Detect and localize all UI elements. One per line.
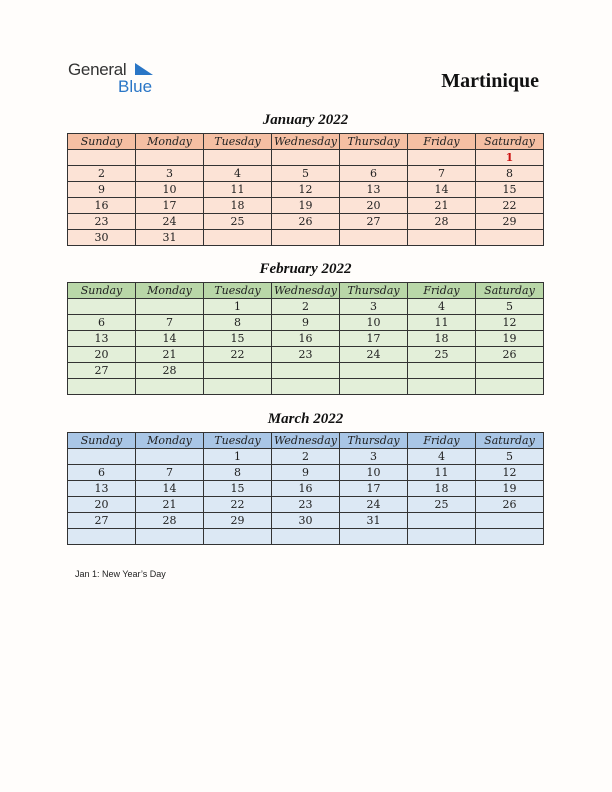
weekday-header: Tuesday — [204, 433, 272, 449]
day-cell: 14 — [408, 182, 476, 198]
day-cell: 1 — [204, 449, 272, 465]
weekday-header: Wednesday — [272, 283, 340, 299]
empty-day-cell — [408, 230, 476, 246]
day-cell: 21 — [408, 198, 476, 214]
day-cell: 7 — [408, 166, 476, 182]
day-cell: 3 — [136, 166, 204, 182]
weekday-header: Monday — [136, 433, 204, 449]
week-row — [68, 529, 544, 545]
weekday-header: Thursday — [340, 433, 408, 449]
day-cell: 31 — [340, 513, 408, 529]
week-row — [68, 513, 544, 529]
day-cell: 7 — [136, 315, 204, 331]
week-row — [68, 363, 544, 379]
empty-day-cell — [204, 230, 272, 246]
empty-day-cell — [136, 529, 204, 545]
day-cell: 15 — [204, 331, 272, 347]
empty-day-cell — [340, 529, 408, 545]
day-cell: 2 — [272, 449, 340, 465]
logo-text-blue: Blue — [118, 77, 153, 96]
empty-day-cell — [272, 150, 340, 166]
logo-text-general: General — [68, 60, 127, 79]
day-cell: 15 — [476, 182, 544, 198]
day-cell: 10 — [136, 182, 204, 198]
week-row — [68, 182, 544, 198]
day-cell: 25 — [408, 347, 476, 363]
week-row — [68, 347, 544, 363]
empty-day-cell — [68, 150, 136, 166]
day-cell: 28 — [136, 363, 204, 379]
empty-day-cell — [204, 150, 272, 166]
weekday-header: Friday — [408, 283, 476, 299]
empty-day-cell — [68, 529, 136, 545]
day-cell: 10 — [340, 465, 408, 481]
day-cell: 25 — [408, 497, 476, 513]
day-cell: 11 — [408, 465, 476, 481]
day-cell: 5 — [272, 166, 340, 182]
weekday-header: Wednesday — [272, 433, 340, 449]
empty-day-cell — [340, 379, 408, 395]
week-row — [68, 214, 544, 230]
empty-day-cell — [68, 449, 136, 465]
day-cell: 19 — [476, 331, 544, 347]
day-cell: 27 — [68, 363, 136, 379]
day-cell: 5 — [476, 299, 544, 315]
day-cell: 13 — [68, 481, 136, 497]
week-row — [68, 166, 544, 182]
empty-day-cell — [340, 230, 408, 246]
weekday-header: Sunday — [68, 134, 136, 150]
weekday-header: Friday — [408, 433, 476, 449]
day-cell: 8 — [476, 166, 544, 182]
logo — [68, 60, 168, 100]
day-cell: 16 — [68, 198, 136, 214]
day-cell: 1 — [476, 150, 544, 166]
empty-day-cell — [476, 529, 544, 545]
day-cell: 18 — [408, 331, 476, 347]
day-cell: 7 — [136, 465, 204, 481]
empty-day-cell — [204, 529, 272, 545]
week-row — [68, 465, 544, 481]
weekday-header-row — [68, 433, 544, 449]
day-cell: 11 — [204, 182, 272, 198]
day-cell: 24 — [136, 214, 204, 230]
day-cell: 9 — [68, 182, 136, 198]
empty-day-cell — [68, 299, 136, 315]
day-cell: 16 — [272, 481, 340, 497]
empty-day-cell — [340, 150, 408, 166]
holiday-notes — [75, 569, 166, 579]
day-cell: 8 — [204, 465, 272, 481]
week-row — [68, 315, 544, 331]
day-cell: 28 — [136, 513, 204, 529]
day-cell: 26 — [476, 497, 544, 513]
month-title-february: February 2022 — [259, 261, 352, 277]
weekday-header: Tuesday — [204, 283, 272, 299]
day-cell: 26 — [476, 347, 544, 363]
empty-day-cell — [272, 230, 340, 246]
day-cell: 13 — [340, 182, 408, 198]
day-cell: 19 — [476, 481, 544, 497]
day-cell: 19 — [272, 198, 340, 214]
day-cell: 13 — [68, 331, 136, 347]
calendar-march — [67, 432, 544, 545]
day-cell: 12 — [476, 465, 544, 481]
weekday-header: Thursday — [340, 283, 408, 299]
month-title-january: January 2022 — [262, 112, 349, 128]
holiday-note: Jan 1: New Year’s Day — [75, 569, 166, 579]
calendar-january — [67, 133, 544, 246]
day-cell: 15 — [204, 481, 272, 497]
month-title-march: March 2022 — [267, 411, 344, 427]
week-row — [68, 449, 544, 465]
empty-day-cell — [204, 379, 272, 395]
day-cell: 22 — [204, 497, 272, 513]
empty-day-cell — [408, 150, 476, 166]
day-cell: 22 — [204, 347, 272, 363]
day-cell: 16 — [272, 331, 340, 347]
day-cell: 18 — [408, 481, 476, 497]
day-cell: 28 — [408, 214, 476, 230]
day-cell: 29 — [476, 214, 544, 230]
day-cell: 23 — [272, 347, 340, 363]
day-cell: 14 — [136, 331, 204, 347]
day-cell: 2 — [68, 166, 136, 182]
weekday-header: Monday — [136, 134, 204, 150]
empty-day-cell — [136, 449, 204, 465]
weekday-header: Monday — [136, 283, 204, 299]
weekday-header: Saturday — [476, 283, 544, 299]
empty-day-cell — [340, 363, 408, 379]
empty-day-cell — [476, 513, 544, 529]
day-cell: 23 — [272, 497, 340, 513]
week-row — [68, 379, 544, 395]
week-row — [68, 481, 544, 497]
day-cell: 4 — [408, 299, 476, 315]
day-cell: 17 — [136, 198, 204, 214]
empty-day-cell — [476, 230, 544, 246]
day-cell: 27 — [340, 214, 408, 230]
weekday-header: Saturday — [476, 433, 544, 449]
day-cell: 20 — [340, 198, 408, 214]
weekday-header: Friday — [408, 134, 476, 150]
day-cell: 18 — [204, 198, 272, 214]
day-cell: 30 — [272, 513, 340, 529]
day-cell: 1 — [204, 299, 272, 315]
day-cell: 5 — [476, 449, 544, 465]
day-cell: 31 — [136, 230, 204, 246]
weekday-header-row — [68, 134, 544, 150]
empty-day-cell — [68, 379, 136, 395]
day-cell: 27 — [68, 513, 136, 529]
day-cell: 20 — [68, 497, 136, 513]
day-cell: 25 — [204, 214, 272, 230]
day-cell: 17 — [340, 481, 408, 497]
country-title: Martinique — [441, 70, 539, 92]
empty-day-cell — [272, 363, 340, 379]
day-cell: 6 — [340, 166, 408, 182]
empty-day-cell — [476, 379, 544, 395]
weekday-header-row — [68, 283, 544, 299]
empty-day-cell — [272, 529, 340, 545]
weekday-header: Tuesday — [204, 134, 272, 150]
day-cell: 24 — [340, 497, 408, 513]
day-cell: 14 — [136, 481, 204, 497]
day-cell: 24 — [340, 347, 408, 363]
day-cell: 21 — [136, 497, 204, 513]
empty-day-cell — [136, 379, 204, 395]
week-row — [68, 198, 544, 214]
day-cell: 6 — [68, 315, 136, 331]
weekday-header: Sunday — [68, 283, 136, 299]
logo-triangle-icon — [133, 63, 153, 77]
day-cell: 21 — [136, 347, 204, 363]
day-cell: 10 — [340, 315, 408, 331]
day-cell: 9 — [272, 465, 340, 481]
empty-day-cell — [476, 363, 544, 379]
day-cell: 8 — [204, 315, 272, 331]
calendar-february — [67, 282, 544, 395]
empty-day-cell — [136, 150, 204, 166]
week-row — [68, 331, 544, 347]
empty-day-cell — [408, 529, 476, 545]
weekday-header: Thursday — [340, 134, 408, 150]
day-cell: 4 — [204, 166, 272, 182]
day-cell: 26 — [272, 214, 340, 230]
day-cell: 4 — [408, 449, 476, 465]
day-cell: 17 — [340, 331, 408, 347]
day-cell: 6 — [68, 465, 136, 481]
day-cell: 30 — [68, 230, 136, 246]
empty-day-cell — [408, 513, 476, 529]
week-row — [68, 150, 544, 166]
week-row — [68, 299, 544, 315]
day-cell: 20 — [68, 347, 136, 363]
weekday-header: Saturday — [476, 134, 544, 150]
day-cell: 12 — [476, 315, 544, 331]
weekday-header: Wednesday — [272, 134, 340, 150]
day-cell: 3 — [340, 299, 408, 315]
week-row — [68, 230, 544, 246]
empty-day-cell — [408, 363, 476, 379]
day-cell: 9 — [272, 315, 340, 331]
day-cell: 22 — [476, 198, 544, 214]
day-cell: 11 — [408, 315, 476, 331]
day-cell: 2 — [272, 299, 340, 315]
day-cell: 29 — [204, 513, 272, 529]
empty-day-cell — [272, 379, 340, 395]
empty-day-cell — [204, 363, 272, 379]
week-row — [68, 497, 544, 513]
day-cell: 12 — [272, 182, 340, 198]
empty-day-cell — [136, 299, 204, 315]
day-cell: 3 — [340, 449, 408, 465]
empty-day-cell — [408, 379, 476, 395]
weekday-header: Sunday — [68, 433, 136, 449]
day-cell: 23 — [68, 214, 136, 230]
